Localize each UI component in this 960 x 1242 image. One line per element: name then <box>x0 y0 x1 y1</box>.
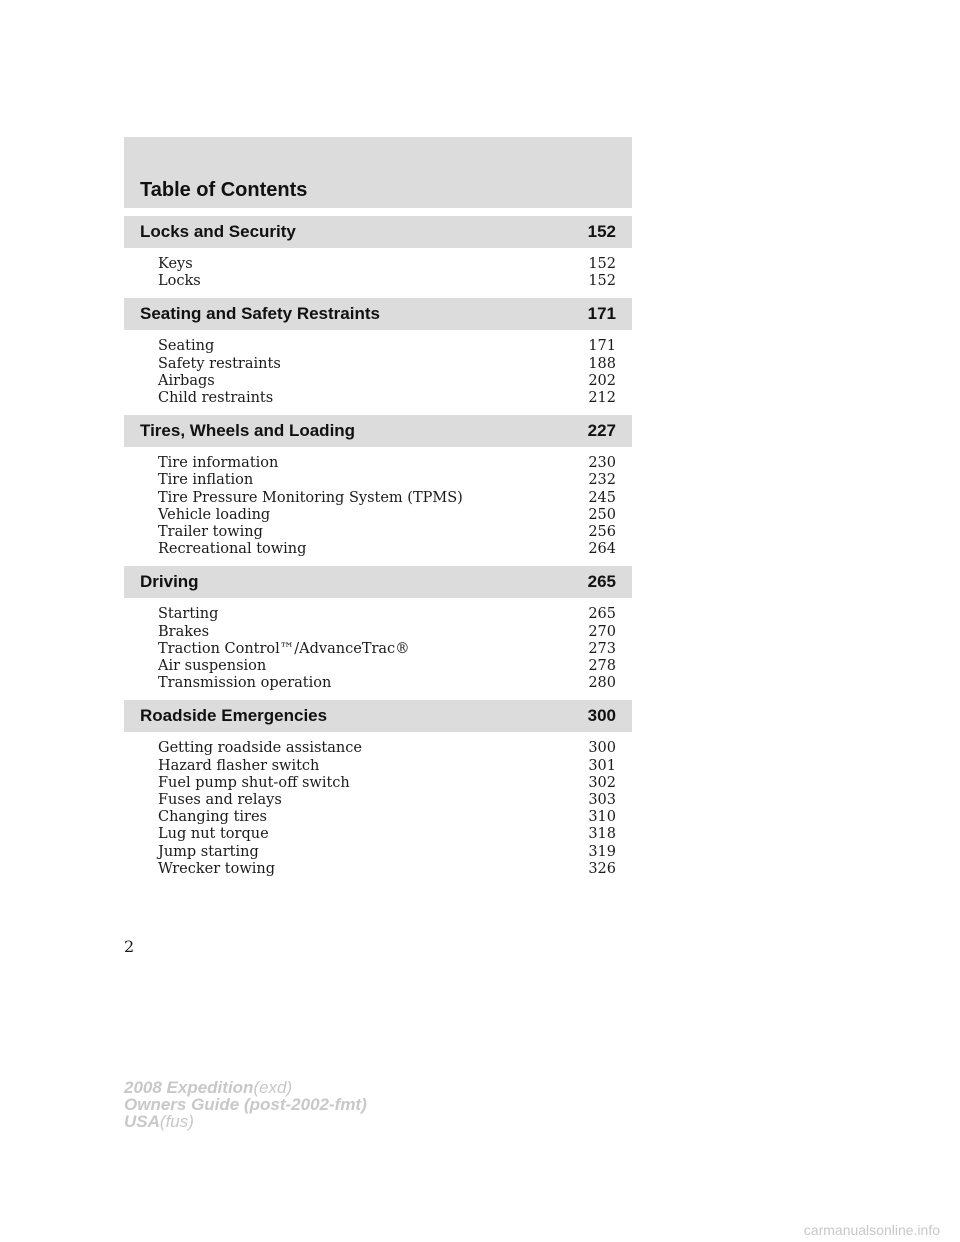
toc-entry-label: Hazard flasher switch <box>158 757 320 774</box>
toc-entry[interactable] <box>158 758 616 775</box>
toc-entry-label: Brakes <box>158 623 210 640</box>
section-item-list <box>124 447 632 558</box>
toc-entry-page: 212 <box>588 390 616 407</box>
toc-entry-page: 310 <box>588 809 616 826</box>
toc-entry-page: 245 <box>588 489 616 506</box>
footer-guide: Owners Guide (post-2002-fmt) <box>124 1095 367 1114</box>
toc-entry-label: Fuel pump shut-off switch <box>158 774 350 791</box>
page-number: 2 <box>124 937 135 956</box>
section-header[interactable] <box>124 415 632 447</box>
toc-entry-label: Vehicle loading <box>158 506 271 523</box>
section-header[interactable] <box>124 700 632 732</box>
toc-entry-page: 256 <box>588 524 616 541</box>
section-header[interactable] <box>124 298 632 330</box>
toc-entry[interactable] <box>158 524 616 541</box>
toc-entry-label: Transmission operation <box>158 675 332 692</box>
section-title: Roadside Emergencies <box>140 706 328 726</box>
toc-entry-page: 300 <box>588 740 616 757</box>
toc-entry-page: 202 <box>588 372 616 389</box>
toc-header <box>124 137 632 208</box>
toc-entry-label: Tire information <box>158 455 279 472</box>
toc-entry-label: Tire Pressure Monitoring System (TPMS) <box>158 489 463 506</box>
toc-entry[interactable] <box>158 844 616 861</box>
toc-entry-label: Locks <box>158 273 201 290</box>
toc-entry-label: Safety restraints <box>158 355 281 372</box>
toc-entry-page: 171 <box>588 338 616 355</box>
toc-entry[interactable] <box>158 606 616 623</box>
toc-entry-label: Child restraints <box>158 390 274 407</box>
toc-entry[interactable] <box>158 273 616 290</box>
toc-entry-page: 278 <box>588 658 616 675</box>
toc-entry[interactable] <box>158 541 616 558</box>
toc-entry-label: Keys <box>158 256 193 272</box>
section-title: Locks and Security <box>140 222 296 241</box>
section-page: 227 <box>587 421 616 441</box>
section-item-list <box>124 598 632 692</box>
toc-entry-label: Changing tires <box>158 809 267 826</box>
toc-entry[interactable] <box>158 775 616 792</box>
toc-entry[interactable] <box>158 490 616 507</box>
document-footer <box>124 1079 367 1130</box>
section-item-list <box>124 732 632 878</box>
toc-entry-label: Fuses and relays <box>158 792 282 809</box>
toc-entry[interactable] <box>158 809 616 826</box>
section-title: Driving <box>140 572 199 592</box>
toc-entry-page: 264 <box>588 541 616 558</box>
toc-entry-page: 301 <box>588 757 616 774</box>
toc-entry-page: 152 <box>588 256 616 272</box>
toc-entry[interactable] <box>158 675 616 692</box>
toc-entry-page: 152 <box>588 273 616 290</box>
section-title: Tires, Wheels and Loading <box>140 421 356 441</box>
toc-entry[interactable] <box>158 256 616 273</box>
toc-entry-page: 318 <box>588 826 616 843</box>
toc-entry[interactable] <box>158 356 616 373</box>
toc-entry-page: 280 <box>588 675 616 692</box>
section-page: 265 <box>587 572 616 592</box>
section-header[interactable] <box>124 566 632 598</box>
toc-entry[interactable] <box>158 390 616 407</box>
toc-entry-page: 270 <box>588 623 616 640</box>
toc-entry-label: Getting roadside assistance <box>158 740 362 757</box>
footer-market: USA <box>124 1112 160 1131</box>
toc-entry-label: Trailer towing <box>158 524 263 541</box>
toc-entry-page: 303 <box>588 792 616 809</box>
toc-entry-page: 302 <box>588 774 616 791</box>
toc-entry-label: Wrecker towing <box>158 860 276 877</box>
section-item-list <box>124 248 632 290</box>
toc-entry-label: Starting <box>158 606 219 623</box>
section-page: 171 <box>587 304 616 324</box>
section-header[interactable] <box>124 216 632 248</box>
toc-entry-page: 326 <box>588 860 616 877</box>
toc-entry-page: 319 <box>588 843 616 860</box>
section-title: Seating and Safety Restraints <box>140 304 380 324</box>
toc-entry[interactable] <box>158 641 616 658</box>
toc-entry-label: Airbags <box>158 372 215 389</box>
toc-entry[interactable] <box>158 658 616 675</box>
section-item-list <box>124 330 632 407</box>
toc-entry-label: Tire inflation <box>158 472 254 489</box>
table-of-contents <box>124 137 632 878</box>
toc-entry[interactable] <box>158 338 616 355</box>
toc-entry-page: 250 <box>588 506 616 523</box>
page-title: Table of Contents <box>140 179 308 201</box>
toc-entry[interactable] <box>158 826 616 843</box>
toc-entry-label: Traction Control™/AdvanceTrac® <box>158 640 410 657</box>
toc-entry[interactable] <box>158 740 616 757</box>
toc-entry-label: Recreational towing <box>158 541 307 558</box>
footer-model-code: (exd) <box>253 1078 293 1097</box>
toc-entry-page: 230 <box>588 455 616 472</box>
toc-entry[interactable] <box>158 455 616 472</box>
watermark: carmanualsonline.info <box>803 1222 940 1238</box>
toc-entry-label: Jump starting <box>158 843 259 860</box>
toc-entry[interactable] <box>158 472 616 489</box>
toc-entry-page: 232 <box>588 472 616 489</box>
toc-entry[interactable] <box>158 861 616 878</box>
toc-entry-page: 273 <box>588 640 616 657</box>
section-page: 152 <box>587 222 616 241</box>
toc-entry[interactable] <box>158 792 616 809</box>
footer-model: 2008 Expedition <box>124 1078 254 1097</box>
toc-entry-label: Seating <box>158 338 215 355</box>
toc-entry[interactable] <box>158 624 616 641</box>
toc-entry[interactable] <box>158 507 616 524</box>
section-page: 300 <box>587 706 616 726</box>
toc-entry-label: Air suspension <box>158 658 267 675</box>
toc-entry-page: 265 <box>588 606 616 623</box>
toc-entry-page: 188 <box>588 355 616 372</box>
toc-entry-label: Lug nut torque <box>158 826 269 843</box>
toc-sections <box>124 216 632 878</box>
footer-market-code: (fus) <box>159 1112 194 1131</box>
toc-entry[interactable] <box>158 373 616 390</box>
